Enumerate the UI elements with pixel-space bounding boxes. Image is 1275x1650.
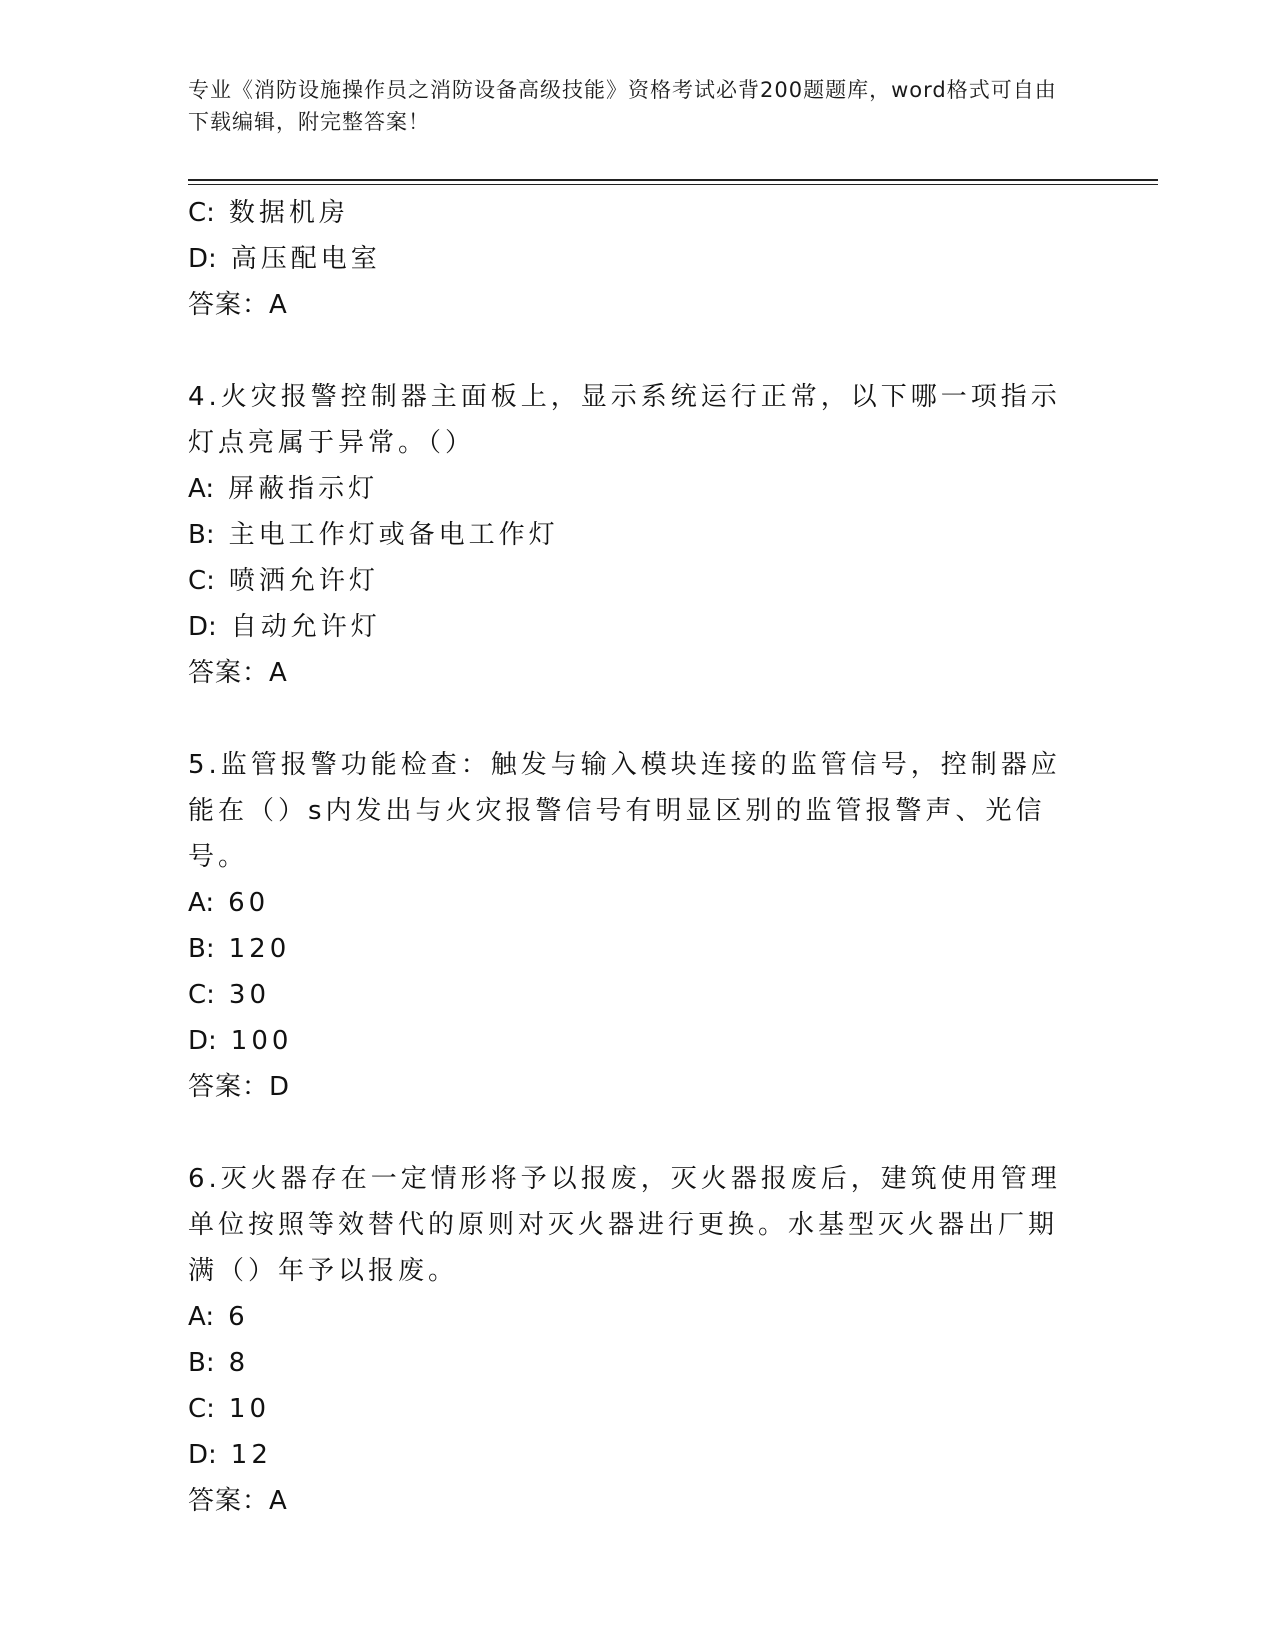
header-divider <box>188 179 1158 181</box>
question-5 <box>188 742 1068 1110</box>
option-item: C: 喷洒允许灯 <box>188 566 379 596</box>
option-item: A: 6 <box>188 1302 249 1332</box>
document-header <box>188 74 1068 138</box>
question-text: 6.灭火器存在一定情形将予以报废，灭火器报废后，建筑使用管理单位按照等效替代的原则对灭火器进行更换。水基型灭火器出厂期满（）年予以报废。 <box>188 1164 1061 1286</box>
answer-line: 答案：D <box>188 1072 291 1102</box>
question-6 <box>188 1156 1068 1524</box>
option-item: A: 60 <box>188 888 270 918</box>
header-divider-thin <box>188 184 1158 185</box>
option-item: B: 8 <box>188 1348 250 1378</box>
answer-line: 答案：A <box>188 1486 288 1516</box>
option-item: A: 屏蔽指示灯 <box>188 474 379 504</box>
option-item: D: 自动允许灯 <box>188 612 381 642</box>
option-item: D: 高压配电室 <box>188 244 381 274</box>
question-list <box>188 190 1068 1524</box>
option-item: B: 120 <box>188 934 291 964</box>
question-4 <box>188 374 1068 696</box>
question-3-tail <box>188 190 1068 328</box>
question-text: 4.火灾报警控制器主面板上，显示系统运行正常，以下哪一项指示灯点亮属于异常。（） <box>188 382 1061 458</box>
option-item: B: 主电工作灯或备电工作灯 <box>188 520 559 550</box>
header-title: 专业《消防设施操作员之消防设备高级技能》资格考试必背200题题库，word格式可自由下载编辑，附完整答案！ <box>188 78 1057 134</box>
option-item: C: 30 <box>188 980 271 1010</box>
option-item: D: 12 <box>188 1440 272 1470</box>
question-text: 5.监管报警功能检查：触发与输入模块连接的监管信号，控制器应能在（）s内发出与火灾报警信号有明显区别的监管报警声、光信号。 <box>188 750 1061 872</box>
option-item: C: 数据机房 <box>188 198 349 228</box>
answer-line: 答案：A <box>188 658 288 688</box>
answer-line: 答案：A <box>188 290 288 320</box>
option-item: D: 100 <box>188 1026 293 1056</box>
option-item: C: 10 <box>188 1394 271 1424</box>
